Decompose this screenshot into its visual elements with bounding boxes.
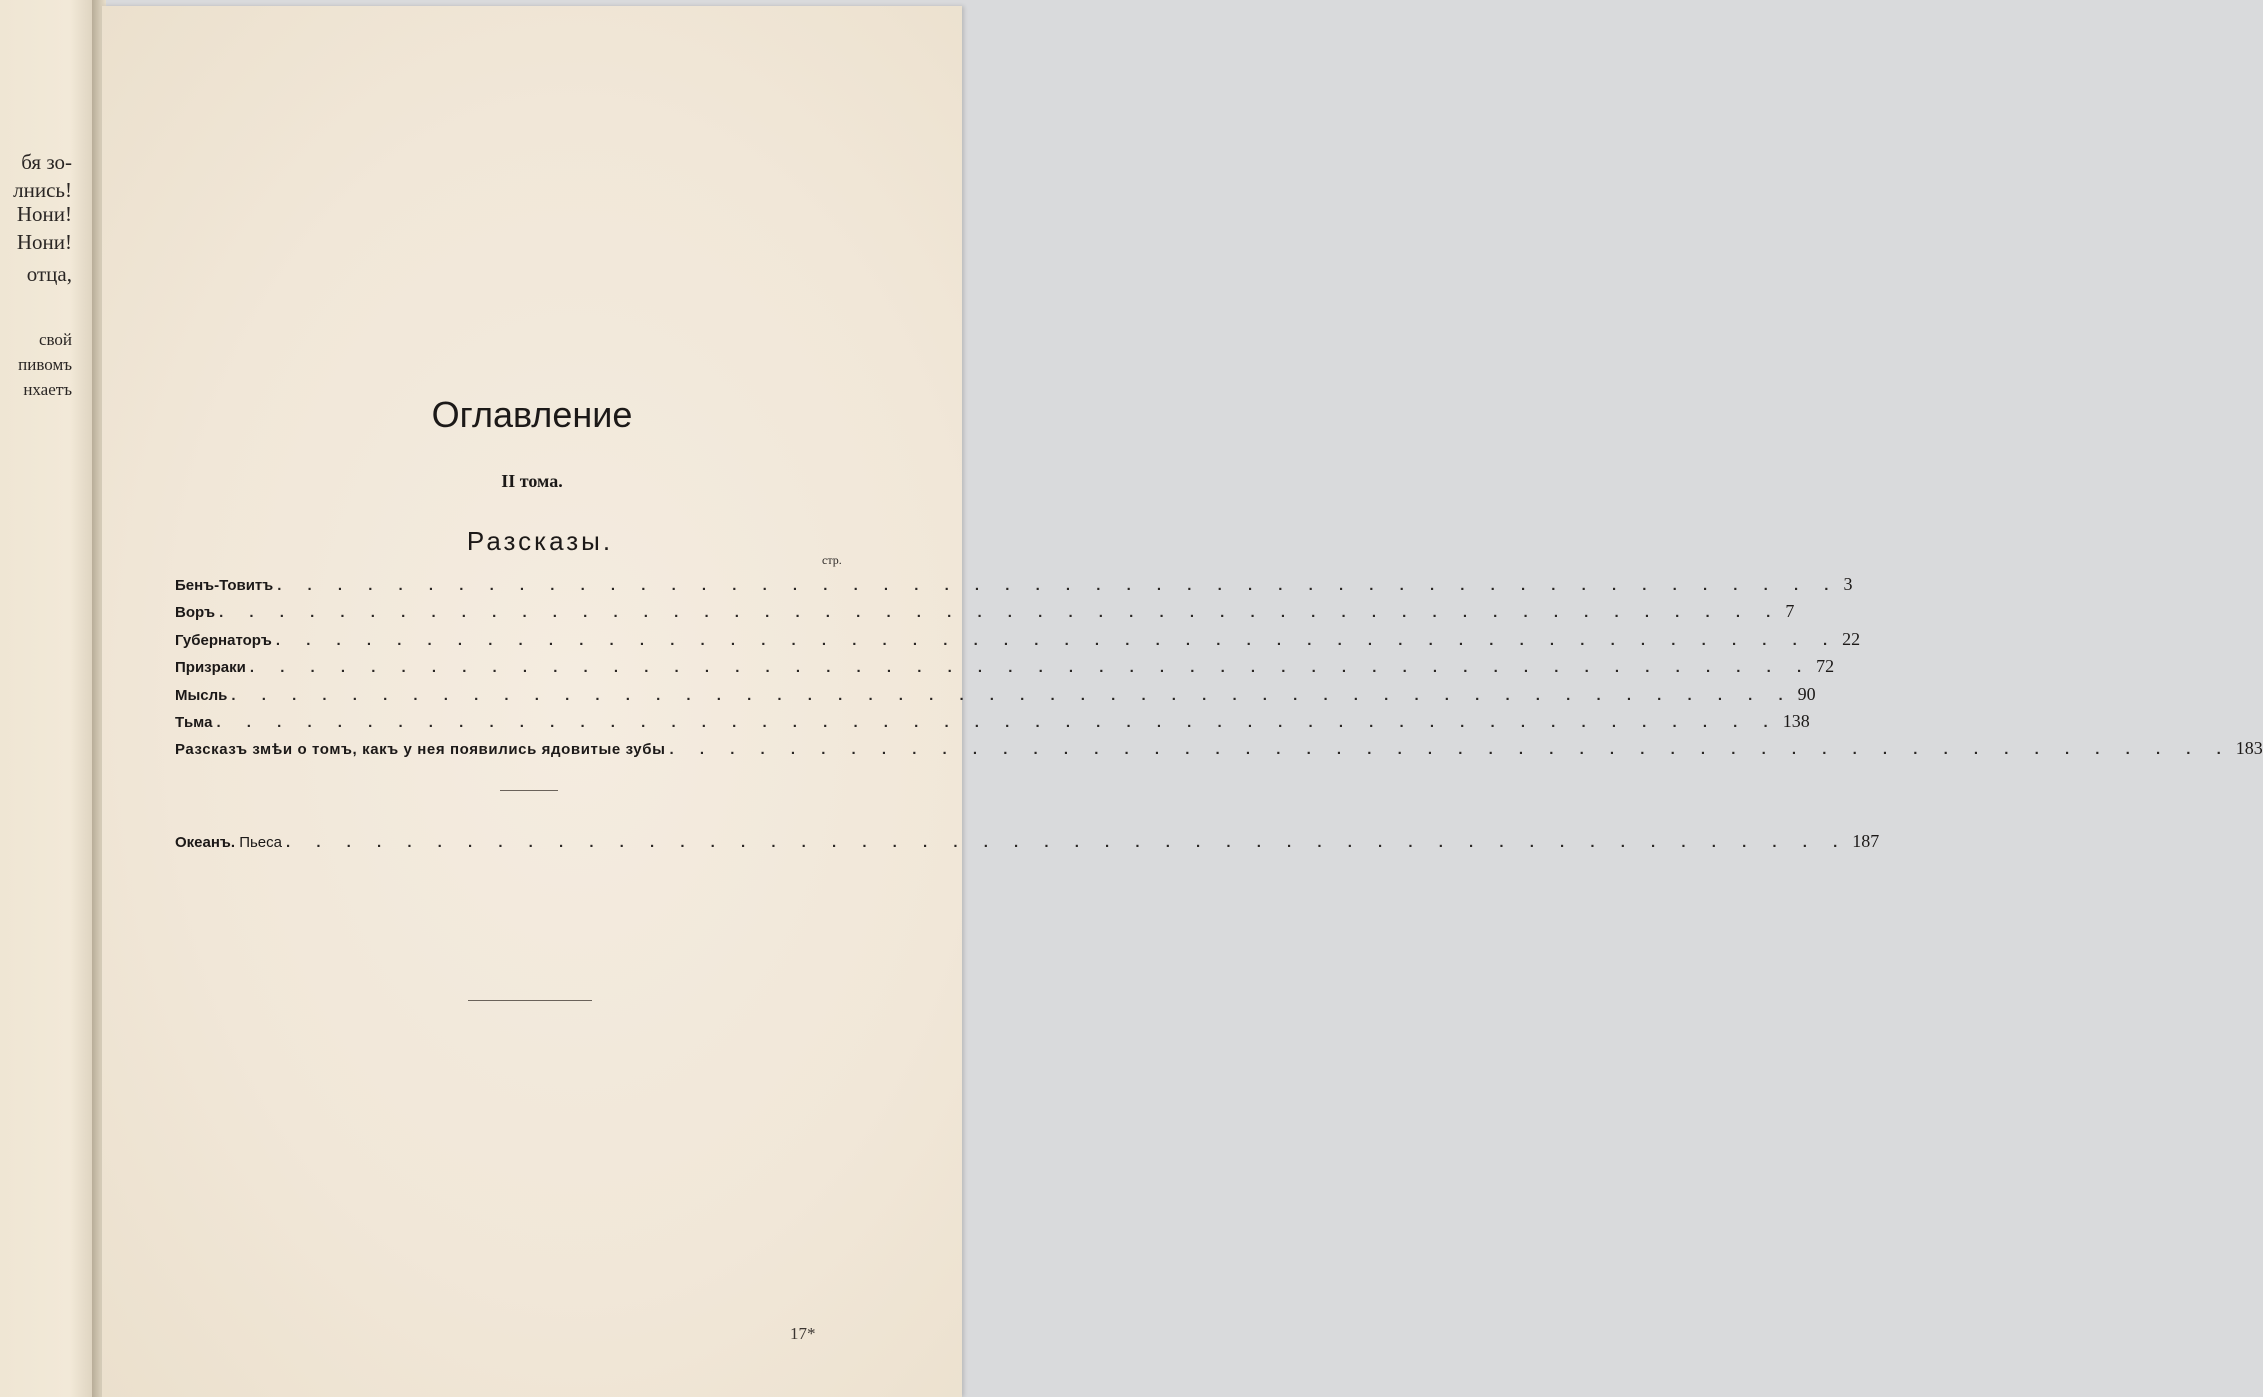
toc-entry (175, 601, 1795, 628)
toc-leader-dots: . . . . . . . . . . . . . . . . . . . . . . . . . . . . . . . . . . . . . . . . . . . . . . . . . . . . (285, 834, 1849, 851)
toc-entry-page: 72 (1816, 656, 1835, 677)
left-page-line: Нони! (16, 202, 72, 226)
toc-leader-dots: . . . . . . . . . . . . . . . . . . . . . . . . . . . . . . . . . . . . . . . . . . . . . . . . . . . . (249, 659, 1813, 677)
play-title: Океанъ. (175, 834, 236, 851)
toc-entry-page: 187 (1852, 831, 1880, 851)
left-page-line: бя зо- (21, 150, 72, 174)
toc-entry (175, 738, 2263, 765)
toc-entry-title: Бенъ-Товитъ (175, 577, 274, 594)
toc-entry-title (175, 834, 282, 851)
section-heading: Разсказы. (466, 526, 614, 556)
toc-list (175, 574, 2263, 766)
toc-leader-dots: . . . . . . . . . . . . . . . . . . . . . . . . . . . . . . . . . . . . . . . . . . . . . . . . . . . . (216, 713, 1779, 731)
toc-leader-dots: . . . . . . . . . . . . . . . . . . . . . . . . . . . . . . . . . . . . . . . . . . . . . . . . . . . . (669, 741, 2232, 759)
left-page (0, 0, 100, 1397)
signature-mark: 17* (790, 1324, 816, 1343)
toc-entry (175, 831, 1880, 858)
toc-entry-page: 22 (1842, 628, 1861, 649)
toc-leader-dots: . . . . . . . . . . . . . . . . . . . . . . . . . . . . . . . . . . . . . . . . . . . . . . . . . . . . (275, 631, 1839, 649)
page-column-label: стр. (822, 553, 842, 567)
toc-entry (175, 710, 1810, 738)
toc-entry-page: 138 (1782, 710, 1810, 731)
toc-entry-page: 7 (1785, 601, 1795, 622)
toc-entry-page: 183 (2235, 738, 2263, 759)
left-page-line: свой (38, 330, 72, 349)
end-divider (468, 1000, 592, 1001)
toc-leader-dots: . . . . . . . . . . . . . . . . . . . . . . . . . . . . . . . . . . . . . . . . . . . . . . . . . . . . (219, 604, 1782, 622)
toc-entry-title: Воръ (175, 604, 216, 622)
toc-entry (175, 656, 1835, 683)
volume-subtitle: II тома. (501, 471, 563, 491)
left-page-line: нхаетъ (23, 380, 72, 399)
toc-entry-page: 90 (1797, 683, 1816, 704)
toc-entry (175, 683, 1816, 711)
toc-entry-title: Разсказъ змѣи о томъ, какъ у нея появились ядовитые зубы (175, 741, 666, 759)
section-divider (500, 790, 558, 791)
left-page-line: Нони! (16, 230, 72, 254)
toc-entry-title: Призраки (175, 659, 246, 677)
right-page (102, 6, 2263, 1397)
page-title: Оглавление (431, 394, 633, 435)
play-genre: Пьеса (239, 834, 282, 851)
toc-entry-title: Мысль (175, 686, 228, 704)
toc-entry (175, 628, 1861, 656)
left-page-line: лнись! (13, 178, 72, 202)
toc-entry-title: Тьма (175, 713, 213, 731)
toc-entry-page: 3 (1843, 574, 1853, 594)
toc-leader-dots: . . . . . . . . . . . . . . . . . . . . . . . . . . . . . . . . . . . . . . . . . . . . . . . . . . . . (231, 686, 1794, 704)
toc-leader-dots: . . . . . . . . . . . . . . . . . . . . . . . . . . . . . . . . . . . . . . . . . . . . . . . . . . . . (277, 577, 1840, 594)
toc-entry-title: Губернаторъ (175, 631, 272, 649)
left-page-line: пивомъ (18, 355, 72, 374)
left-page-line: отца, (26, 262, 72, 286)
toc-entry-play (175, 831, 1880, 858)
toc-entry (175, 574, 1853, 601)
